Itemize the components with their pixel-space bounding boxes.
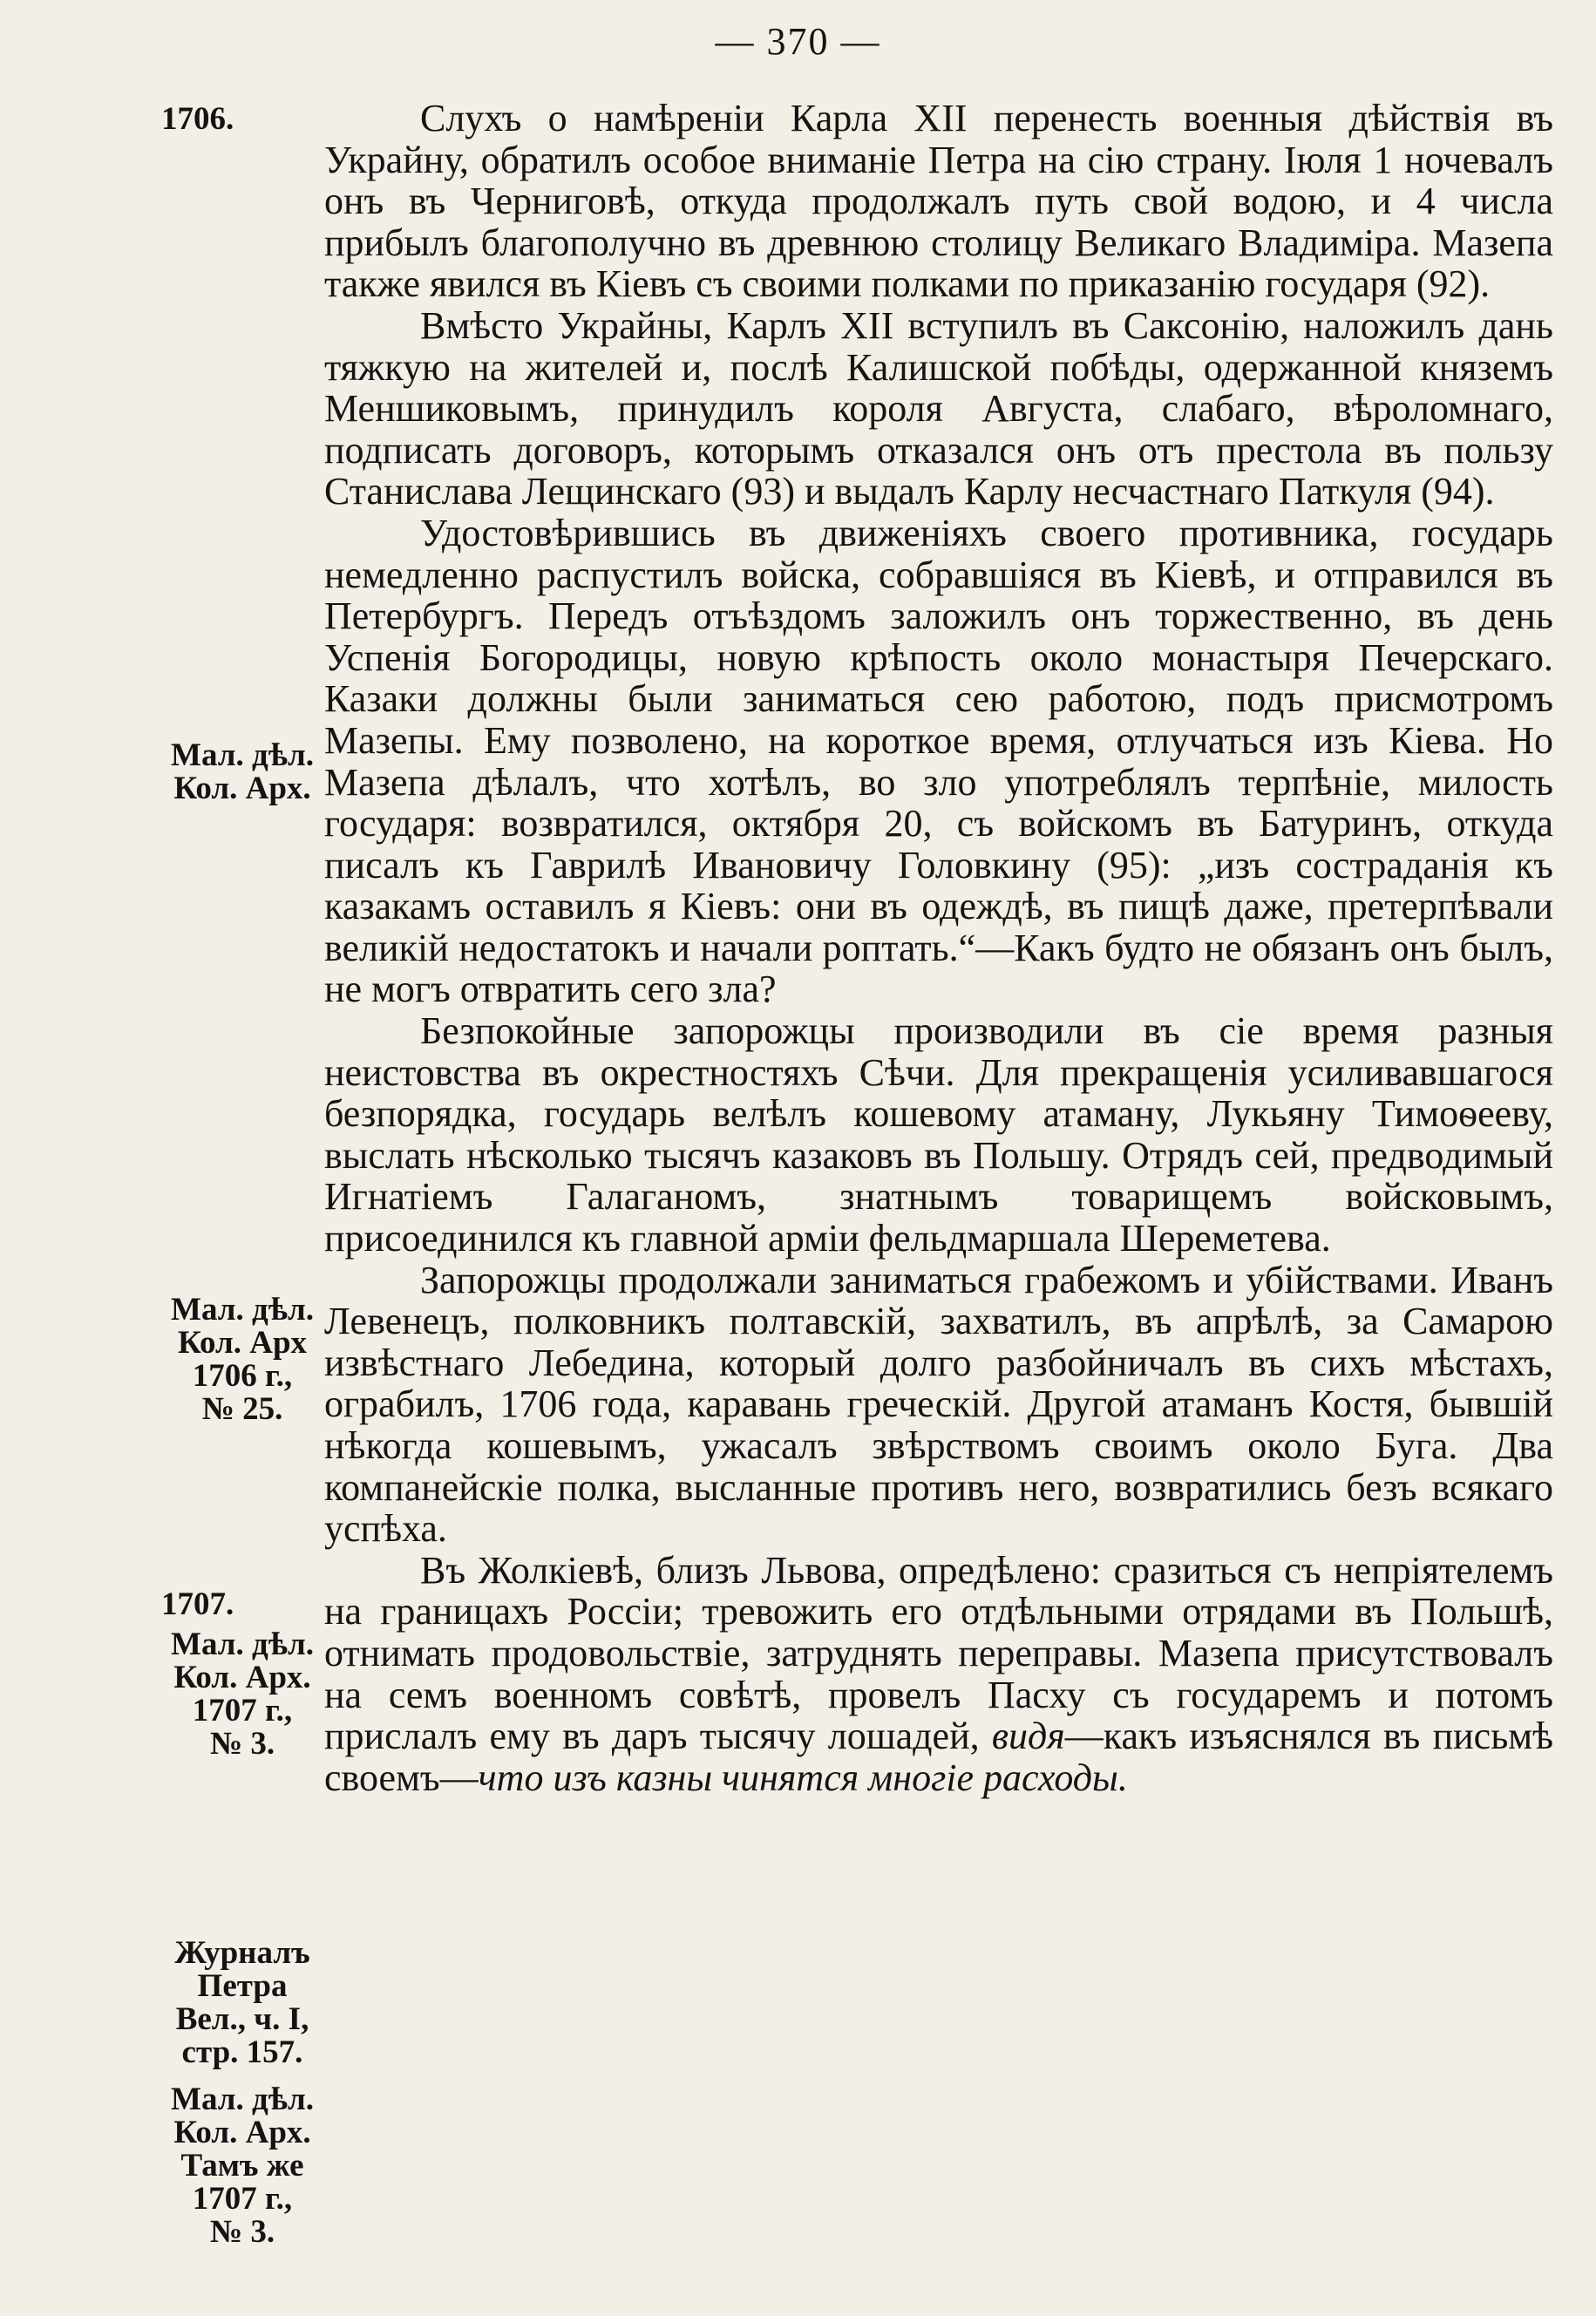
main-text <box>324 98 1553 1798</box>
paragraph: Въ Жолкіевѣ, близъ Львова, опредѣлено: сразиться съ непріятелемъ на границахъ Россіи; тревожить его отдѣльными отрядами въ Польшѣ, отнимать продовольствіе, затруднять переправы. Мазепа присутствовалъ на семъ военномъ совѣтѣ, провелъ Пасху съ государемъ и потомъ прислалъ ему въ даръ тысячу лошадей, видя—какъ изъяснялся въ письмѣ своемъ—что изъ казны чинятся многіе расходы. <box>324 1548 1554 1799</box>
page-number: — 370 — <box>715 20 881 63</box>
paragraph: Запорожцы продолжали заниматься грабежомъ и убійствами. Иванъ Левенецъ, полковникъ полтавскій, захватилъ, въ апрѣлѣ, за Самарою извѣстнаго Лебедина, который долго разбойничалъ въ сихъ мѣстахъ, ограбилъ, 1706 года, каравань греческій. Другой атаманъ Костя, бывшій нѣкогда кошевымъ, ужасалъ звѣрствомъ своимъ около Буга. Два компанейскіе полка, высланные противъ него, возвратились безъ всякаго успѣха. <box>324 1258 1553 1551</box>
paragraph: Безпокойные запорожцы производили въ сіе время разныя неистовства въ окрестностяхъ Сѣчи. Для прекращенія усиливавшагося безпорядка, государь велѣлъ кошевому атаману, Лукьяну Тимоѳееву, выслать нѣсколько тысячъ казаковъ въ Польшу. Отрядъ сей, предводимый Игнатіемъ Галаганомъ, знатнымъ товарищемъ войсковымъ, присоединился къ главной арміи фельдмаршала Шереметева. <box>324 1009 1553 1260</box>
paragraph: Слухъ о намѣреніи Карла XII перенесть военныя дѣйствія въ Украйну, обратилъ особое вниманіе Петра на сію страну. Іюля 1 ночевалъ онъ въ Черниговѣ, откуда продолжалъ путь свой водою, и 4 числа прибылъ благополучно въ древнюю столицу Великаго Владиміра. Мазепа также явился въ Кіевъ съ своими полками по приказанію государя (92). <box>324 97 1553 306</box>
margin-year-1706: 1706. <box>161 101 234 137</box>
margin-note-same: Тамъ же 1707 г., № 3. <box>180 2148 304 2250</box>
margin-note-journal: Журналъ Петра Вел., ч. I, стр. 157. <box>174 1935 310 2070</box>
margin-note-archive-3: Мал. дѣл. Кол. Арх. 1707 г., № 3. <box>171 1627 314 1762</box>
paragraph: Вмѣсто Украйны, Карлъ XII вступилъ въ Саксонію, наложилъ дань тяжкую на жителей и, послѣ Калишской побѣды, одержанной княземъ Меншиковымъ, принудилъ короля Августа, слабаго, вѣроломнаго, подписать договоръ, которымъ отказался онъ отъ престола въ пользу Станислава Лещинскаго (93) и выдалъ Карлу несчастнаго Паткуля (94). <box>324 303 1553 513</box>
paragraph: Удостовѣрившись въ движеніяхъ своего противника, государь немедленно распустилъ войска, собравшіяся въ Кіевѣ, и отправился въ Петербургъ. Передъ отъѣздомъ заложилъ онъ торжественно, въ день Успенія Богородицы, новую крѣпость около монастыря Печерскаго. Казаки должны были заниматься сею работою, подъ присмотромъ Мазепы. Ему позволено, на короткое время, отлучаться изъ Кіева. Но Мазепа дѣлалъ, что хотѣлъ, во зло употреблялъ терпѣніе, милость государя: возвратился, октября 20, съ войскомъ въ Батуринъ, откуда писалъ къ Гаврилѣ Ивановичу Головкину (95): „изъ состраданія къ казакамъ оставилъ я Кіевъ: они въ одеждѣ, въ пищѣ даже, претерпѣвали великій недостатокъ и начали роптать.“—Какъ будто не обязанъ онъ былъ, не могъ отвратить сего зла? <box>324 511 1553 1011</box>
margin-year-1707: 1707. <box>161 1586 234 1622</box>
margin-note-archive-4: Мал. дѣл. Кол. Арх. <box>171 2082 314 2150</box>
margin-note-archive-2: Мал. дѣл. Кол. Арх 1706 г., № 25. <box>171 1292 314 1427</box>
margin-note-archive-1: Мал. дѣл. Кол. Арх. <box>171 737 314 806</box>
